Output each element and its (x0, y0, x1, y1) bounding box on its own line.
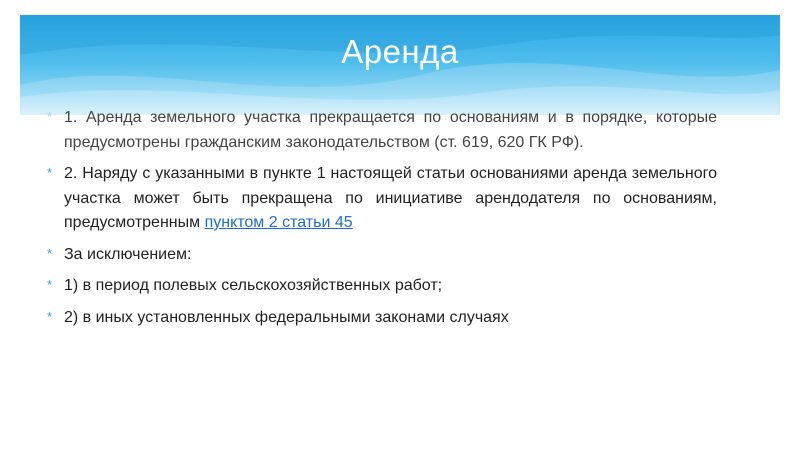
list-item-text: 1. Аренда земельного участка прекращается по основаниям и в порядке, которые предусмотрены гражданским законодательством (ст. 619, 620 ГК РФ). (64, 109, 717, 151)
list-item (47, 106, 717, 155)
bullet-icon: * (47, 165, 53, 180)
list-item-text: 2) в иных установленных федеральными законами случаях (64, 308, 509, 326)
list-item-text: 1) в период полевых сельскохозяйственных работ; (64, 277, 443, 294)
list-item (47, 274, 717, 299)
bullet-icon: * (47, 109, 53, 124)
list-item-text: 2. Наряду с указанными в пункте 1 настоящей статьи основаниями аренда земельного участка может быть прекращена по инициативе арендодателя по основаниям, предусмотренным (64, 165, 717, 231)
slide-title: Аренда (341, 33, 459, 70)
list-item (47, 162, 717, 236)
list-item (47, 306, 717, 331)
bullet-list (47, 106, 717, 337)
list-item (47, 243, 717, 268)
list-item-text: За исключением: (64, 245, 192, 263)
bullet-icon: * (47, 308, 53, 324)
bullet-icon: * (47, 245, 53, 261)
bullet-icon: * (47, 277, 53, 292)
law-reference-link[interactable]: пунктом 2 статьи 45 (204, 214, 353, 231)
